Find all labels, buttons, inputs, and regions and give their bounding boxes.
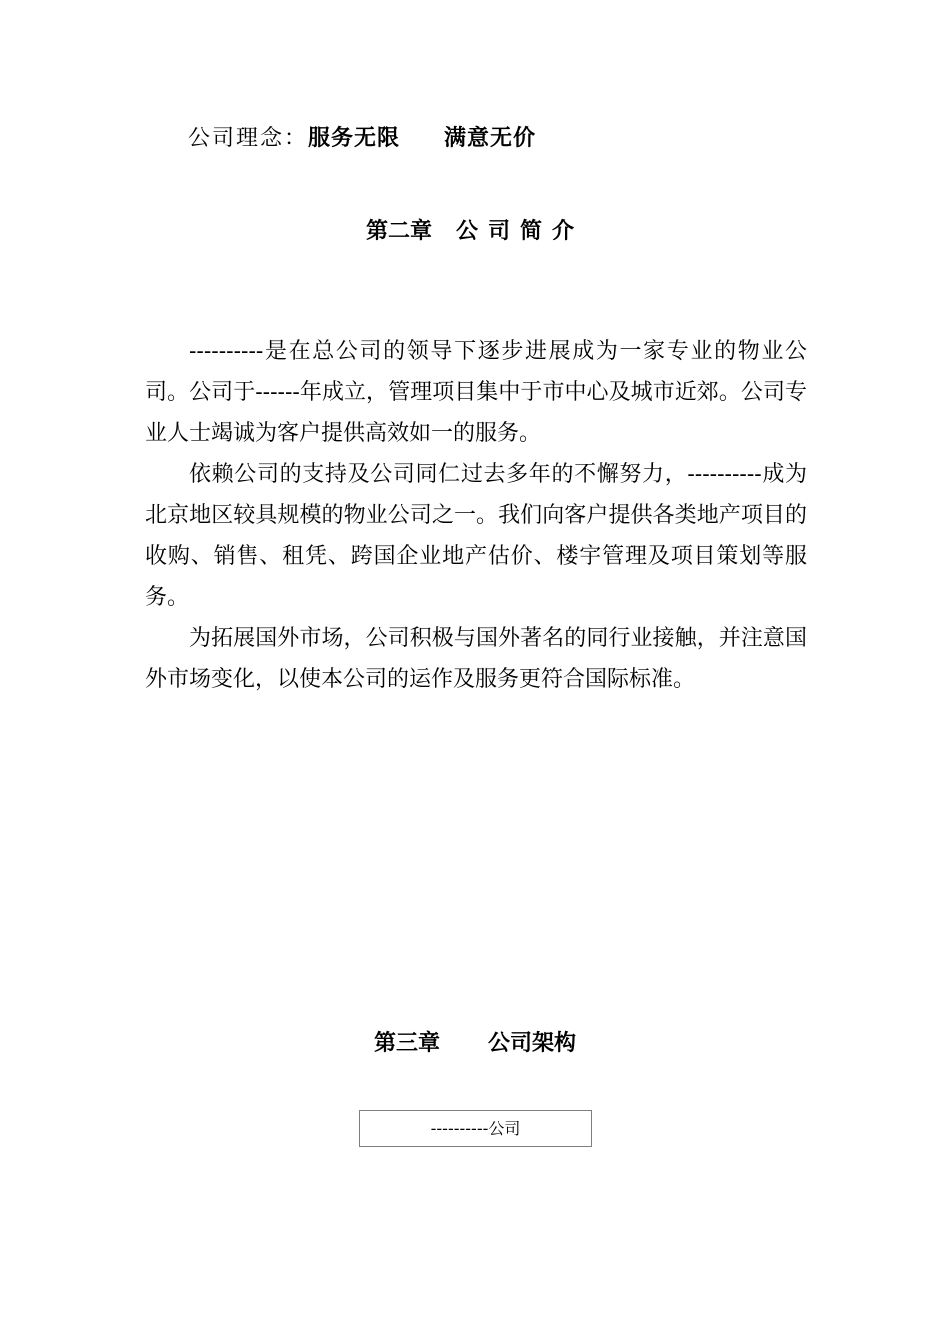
intro-paragraph-2: 依赖公司的支持及公司同仁过去多年的不懈努力，----------成为北京地区较具规模的物业公司之一。我们向客户提供各类地产项目的收购、销售、租凭、跨国企业地产估价、楼宇管理及项目策划等服务。 (145, 462, 807, 610)
chapter-3-name: 公司架构 (488, 1031, 577, 1056)
philosophy-label: 公司理念： (188, 126, 309, 151)
philosophy-motto-satisfaction: 满意无价 (444, 126, 537, 151)
intro-paragraph-3: 为拓展国外市场，公司积极与国外著名的同行业接触，并注意国外市场变化，以使本公司的运作及服务更符合国际标准。 (145, 626, 807, 692)
philosophy-motto-service: 服务无限 (308, 126, 401, 151)
chapter-3-number: 第三章 (373, 1031, 440, 1056)
company-introduction (145, 331, 807, 700)
chapter-2-number: 第二章 (365, 219, 432, 244)
company-philosophy (188, 121, 536, 157)
org-chart-root-box: ----------公司 (359, 1110, 592, 1147)
intro-paragraph-1: ----------是在总公司的领导下逐步进展成为一家专业的物业公司。公司于------年成立，管理项目集中于市中心及城市近郊。公司专业人士竭诚为客户提供高效如一的服务。 (145, 339, 807, 446)
chapter-2-heading (0, 216, 950, 248)
chapter-2-name: 公司简介 (456, 219, 585, 244)
chapter-3-heading (0, 1028, 950, 1060)
